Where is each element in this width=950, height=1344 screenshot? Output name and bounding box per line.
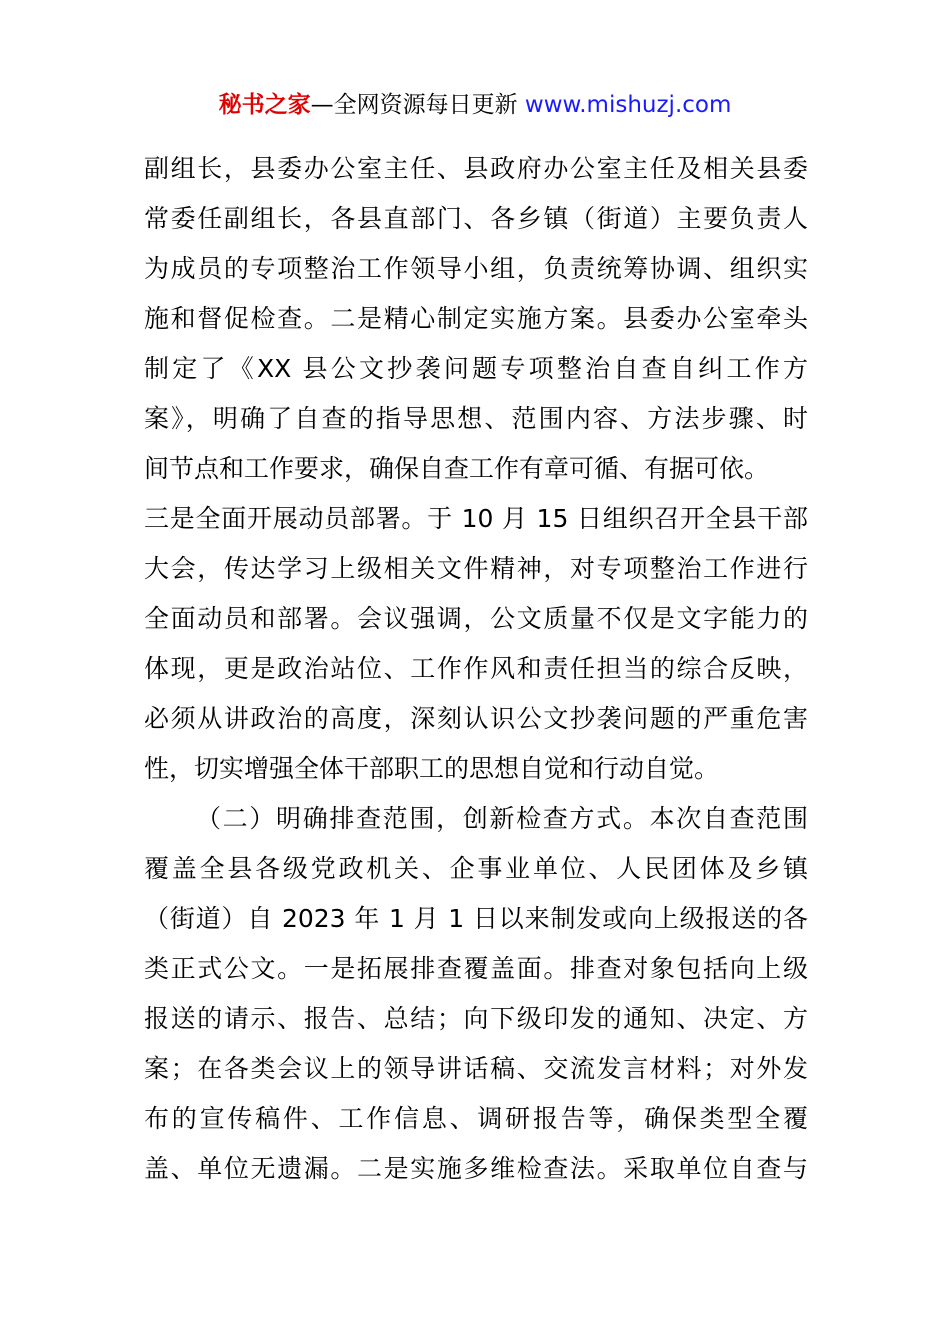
text-line: 三是全面开展动员部署。于 10 月 15 日组织召开全县干部 — [144, 504, 808, 533]
text-line: 为成员的专项整治工作领导小组，负责统筹协调、组织实 — [144, 254, 808, 283]
text-line: 报送的请示、报告、总结；向下级印发的通知、决定、方 — [144, 1004, 808, 1033]
text-line: 制定了《XX 县公文抄袭问题专项整治自查自纠工作方 — [144, 354, 808, 383]
text-line: 案；在各类会议上的领导讲话稿、交流发言材料；对外发 — [144, 1054, 808, 1083]
text-line: 覆盖全县各级党政机关、企事业单位、人民团体及乡镇 — [144, 854, 808, 883]
text-line: 大会，传达学习上级相关文件精神，对专项整治工作进行 — [144, 554, 808, 583]
text-line: （街道）自 2023 年 1 月 1 日以来制发或向上级报送的各 — [144, 904, 808, 933]
brand-name: 秘书之家 — [218, 92, 311, 118]
text-line: 副组长，县委办公室主任、县政府办公室主任及相关县委 — [144, 154, 808, 183]
text-line: 布的宣传稿件、工作信息、调研报告等，确保类型全覆 — [144, 1104, 808, 1133]
text-line: 常委任副组长，各县直部门、各乡镇（街道）主要负责人 — [144, 204, 808, 233]
header-tagline: —全网资源每日更新 — [310, 92, 518, 118]
text-line: 类正式公文。一是拓展排查覆盖面。排查对象包括向上级 — [144, 954, 808, 983]
text-line: 盖、单位无遗漏。二是实施多维检查法。采取单位自查与 — [144, 1154, 808, 1183]
section-heading-line: （二）明确排查范围，创新检查方式。本次自查范围 — [196, 804, 808, 833]
site-url-link[interactable]: www.mishuzj.com — [524, 92, 732, 118]
text-line: 性，切实增强全体干部职工的思想自觉和行动自觉。 — [144, 754, 720, 783]
text-line: 必须从讲政治的高度，深刻认识公文抄袭问题的严重危害 — [144, 704, 808, 733]
text-line: 体现，更是政治站位、工作作风和责任担当的综合反映， — [144, 654, 808, 683]
page-header — [0, 90, 950, 120]
text-line: 间节点和工作要求，确保自查工作有章可循、有据可依。 — [144, 454, 770, 483]
text-line: 案》，明确了自查的指导思想、范围内容、方法步骤、时 — [144, 404, 808, 433]
text-line: 施和督促检查。二是精心制定实施方案。县委办公室牵头 — [144, 304, 808, 333]
document-body — [144, 144, 808, 1194]
text-line: 全面动员和部署。会议强调，公文质量不仅是文字能力的 — [144, 604, 808, 633]
